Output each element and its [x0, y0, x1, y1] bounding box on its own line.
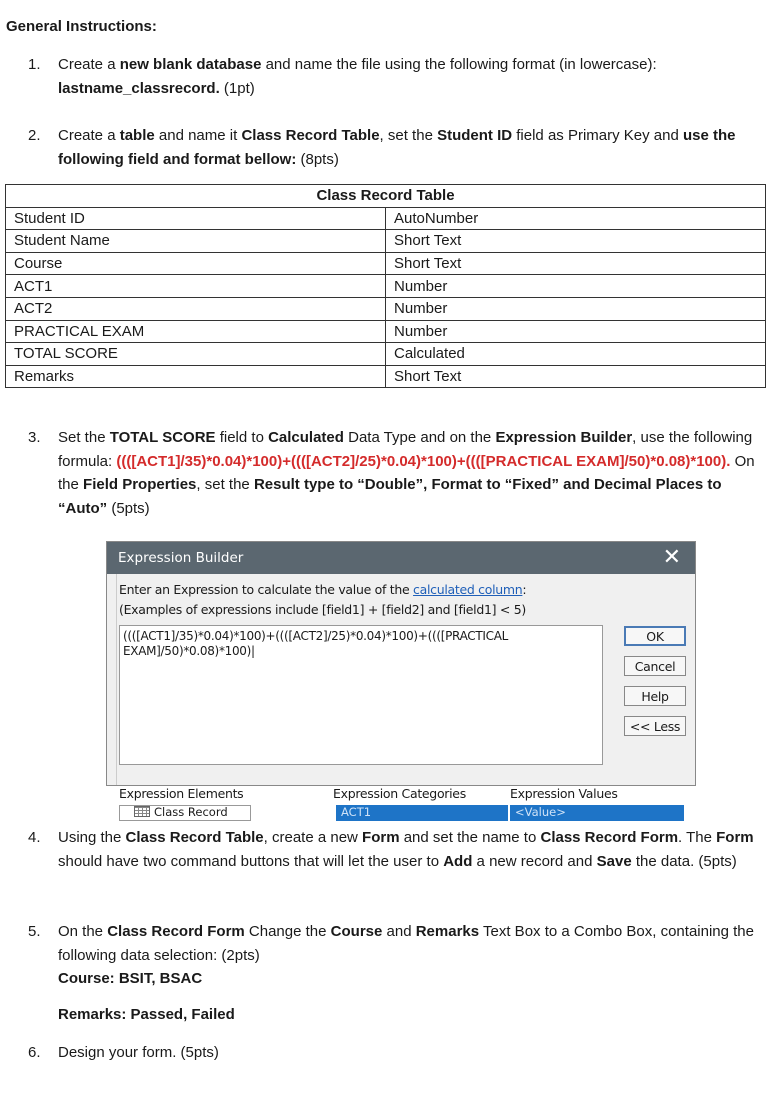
instruction-text: Set the TOTAL SCORE field to Calculated Data Type and on the Expression Builder, use the following formula: ((([ACT1]/35)*0.04)*100)+((([ACT2]/25)*0.04)*100)+((([PRACTICAL EXAM]/50)*0.08)*100). On the Field Properties, set the Result type to “Double”, Format to “Fixed” and Decimal Places to “Auto” (5pts) [58, 429, 755, 517]
expression-builder-dialog [106, 541, 696, 819]
general-instructions-heading: General Instructions: [6, 18, 157, 35]
item-number: 5. [28, 923, 41, 940]
course-options: Course: BSIT, BSAC [58, 970, 203, 987]
table-row [6, 252, 766, 275]
close-icon[interactable]: ✕ [662, 545, 681, 570]
instruction-text: Create a new blank database and name the file using the following format (in lowercase): lastname_classrecord. (1pt) [58, 56, 657, 97]
field-name: Student Name [6, 230, 386, 253]
dialog-body [116, 574, 695, 819]
item-number: 6. [28, 1044, 41, 1061]
table-icon [134, 806, 150, 817]
dialog-title: Expression Builder [118, 550, 244, 566]
instruction-text: Create a table and name it Class Record Table, set the Student ID field as Primary Key and use the following field and format bellow: (8pts) [58, 127, 736, 168]
dialog-examples: (Examples of expressions include [field1] + [field2] and [field1] < 5) [119, 602, 526, 617]
expression-input[interactable]: ((([ACT1]/35)*0.04)*100)+((([ACT2]/25)*0.04)*100)+((([PRACTICAL EXAM]/50)*0.08)*100)| [119, 625, 603, 765]
expression-categories-label: Expression Categories [333, 786, 466, 801]
instruction-text: On the Class Record Form Change the Course and Remarks Text Box to a Combo Box, containing the following data selection: (2pts) Course: BSIT, BSAC Remarks: Passed, Failed [58, 920, 768, 1026]
list-item: Class Record [154, 805, 228, 819]
table-row [6, 365, 766, 388]
field-type: Number [386, 275, 766, 298]
field-type: Number [386, 320, 766, 343]
expression-values-list[interactable] [510, 805, 684, 821]
formula: ((([ACT1]/35)*0.04)*100)+((([ACT2]/25)*0.04)*100)+((([PRACTICAL EXAM]/50)*0.08)*100). [116, 452, 731, 470]
field-name: PRACTICAL EXAM [6, 320, 386, 343]
item-number: 3. [28, 429, 41, 446]
field-type: Number [386, 297, 766, 320]
item-number: 2. [28, 127, 41, 144]
table-row [6, 207, 766, 230]
instruction-text: Using the Class Record Table, create a new Form and set the name to Class Record Form. The Form should have two command buttons that will let the user to Add a new record and Save the data. (5pts) [58, 829, 754, 870]
calculated-column-link[interactable]: calculated column [413, 582, 523, 597]
instruction-text: Design your form. (5pts) [58, 1044, 219, 1061]
expression-values-label: Expression Values [510, 786, 618, 801]
expression-elements-list[interactable] [119, 805, 251, 821]
dialog-prompt: Enter an Expression to calculate the value of the calculated column: [119, 582, 527, 597]
list-item: ACT1 [341, 805, 372, 819]
remarks-options: Remarks: Passed, Failed [58, 1005, 235, 1023]
table-row [6, 320, 766, 343]
item-number: 1. [28, 56, 41, 73]
help-button[interactable]: Help [624, 686, 686, 706]
field-name: TOTAL SCORE [6, 343, 386, 366]
field-name: ACT2 [6, 297, 386, 320]
field-type: Short Text [386, 252, 766, 275]
field-name: Student ID [6, 207, 386, 230]
field-name: Course [6, 252, 386, 275]
expression-elements-label: Expression Elements [119, 786, 244, 801]
field-type: AutoNumber [386, 207, 766, 230]
ok-button[interactable]: OK [624, 626, 686, 646]
field-type: Short Text [386, 230, 766, 253]
expression-categories-list[interactable] [336, 805, 508, 821]
table-row [6, 343, 766, 366]
cancel-button[interactable]: Cancel [624, 656, 686, 676]
table-row [6, 297, 766, 320]
table-row [6, 275, 766, 298]
list-item: <Value> [515, 805, 566, 819]
field-type: Short Text [386, 365, 766, 388]
field-type: Calculated [386, 343, 766, 366]
item-number: 4. [28, 829, 41, 846]
field-name: Remarks [6, 365, 386, 388]
less-button[interactable]: << Less [624, 716, 686, 736]
dialog-titlebar [107, 542, 695, 574]
field-name: ACT1 [6, 275, 386, 298]
class-record-table [5, 184, 766, 388]
table-title: Class Record Table [6, 185, 766, 208]
table-row [6, 230, 766, 253]
